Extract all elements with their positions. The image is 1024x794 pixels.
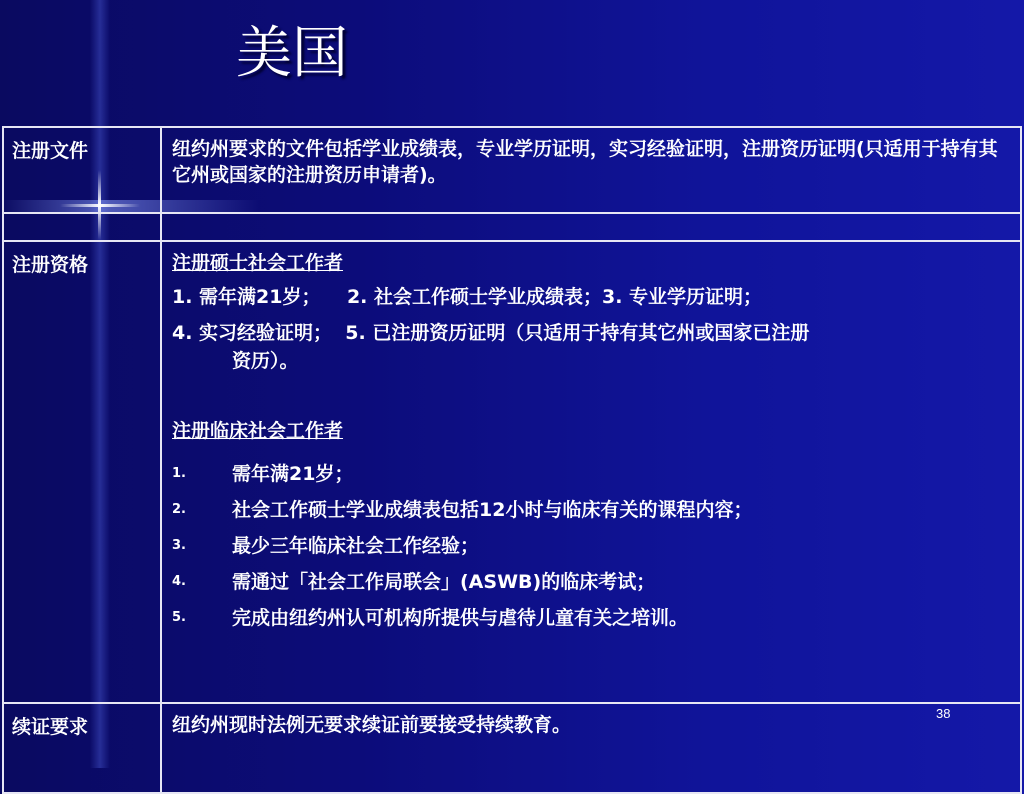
- list-item: [172, 564, 1010, 600]
- spacer-cell-left: [3, 213, 161, 241]
- list-item-text: 最少三年临床社会工作经验；: [232, 535, 480, 557]
- list-item-text: 完成由纽约州认可机构所提供与虐待儿童有关之培训。: [232, 607, 689, 629]
- renewal-text: 纽约州现时法例无要求续证前要接受持续教育。: [172, 714, 572, 736]
- row-label-documents: 注册文件: [3, 127, 161, 213]
- msw-requirements-line2-cont: 资历）。: [232, 350, 299, 372]
- lcsw-requirements-list: [172, 456, 1010, 636]
- table-row-renewal: [3, 703, 1021, 793]
- table-row-spacer: [3, 213, 1021, 241]
- list-item: [172, 600, 1010, 636]
- list-item-number: 3.: [172, 538, 186, 553]
- row-content-renewal: [161, 703, 1021, 793]
- row-content-eligibility: [161, 241, 1021, 703]
- msw-heading: 注册硕士社会工作者: [172, 252, 344, 274]
- table-row-documents: [3, 127, 1021, 213]
- list-item-text: 社会工作硕士学业成绩表包括12小时与临床有关的课程内容；: [232, 499, 753, 521]
- list-item-number: 1.: [172, 466, 186, 481]
- list-item-number: 2.: [172, 502, 186, 517]
- spacer-cell-right: [161, 213, 1021, 241]
- msw-requirements-line1: 1. 需年满21岁； 2. 社会工作硕士学业成绩表；3. 专业学历证明；: [172, 286, 763, 308]
- list-item-text: 需通过「社会工作局联会」(ASWB)的临床考试；: [232, 571, 656, 593]
- list-item: [172, 528, 1010, 564]
- row-content-documents: [161, 127, 1021, 213]
- info-table: [2, 126, 1022, 794]
- list-item: [172, 492, 1010, 528]
- list-item: [172, 456, 1010, 492]
- table-row-eligibility: [3, 241, 1021, 703]
- row-label-renewal: 续证要求: [3, 703, 161, 793]
- list-item-text: 需年满21岁；: [232, 463, 354, 485]
- page-number: 38: [936, 706, 951, 721]
- list-item-number: 4.: [172, 574, 186, 589]
- list-item-number: 5.: [172, 610, 186, 625]
- msw-requirements-line2: 4. 实习经验证明； 5. 已注册资历证明（只适用于持有其它州或国家已注册: [172, 322, 810, 344]
- documents-text: 纽约州要求的文件包括学业成绩表，专业学历证明，实习经验证明，注册资历证明(只适用于持有其它州或国家的注册资历申请者)。: [172, 138, 998, 186]
- slide-title: 美国: [236, 21, 348, 86]
- lcsw-heading: 注册临床社会工作者: [172, 420, 344, 442]
- row-label-eligibility: 注册资格: [3, 241, 161, 703]
